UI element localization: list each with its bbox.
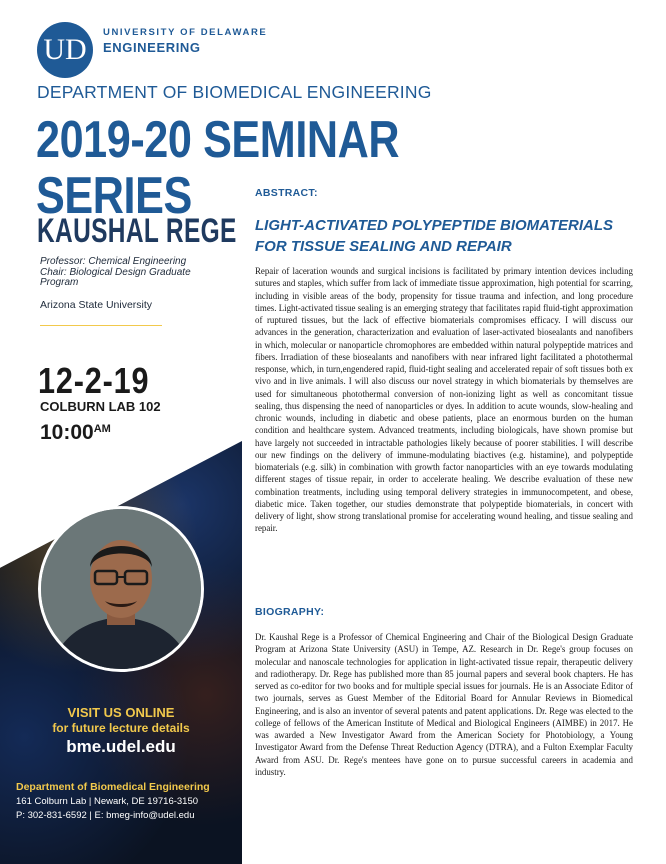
department-title: DEPARTMENT OF BIOMEDICAL ENGINEERING: [37, 82, 432, 102]
speaker-portrait-image: [41, 509, 201, 669]
abstract-label: ABSTRACT:: [255, 187, 318, 199]
biography-text: Dr. Kaushal Rege is a Professor of Chemical Engineering and Chair of the Biological Design Graduate Program at Arizona State University (ASU) in Tempe, AZ. Research in Dr. Rege's group focuses on molecular and nanoscale technologies for application in light-activated tissue repair, therapeutic delivery and radiotherapy. Dr. Rege has published more than 85 journal papers and several book chapters. He has served as co-editor for two books and for multiple special issues for journals. He is an Associate Editor of two journals, serves as Guest Member of the Editorial Board for Annular Reviews in Biomedical Engineering, and is also an inventor of several patents and patent applications. Dr. Rege was elected to the college of fellows of the American Institute of Medical and Biological Engineers (AIMBE) in 2017. He was awarded a New Investigator Award from the American Society for Photobiology, a Young Investigator Award from the Defense Threat Reduction Agency (DTRA), and a Fulton Exemplar Faculty Award from ASU. Dr. Rege's mentees have gone on to pursue successful careers in academia and industry.: [255, 632, 633, 777]
contact-department: Department of Biomedical Engineering: [16, 781, 210, 793]
visit-online-subtext: for future lecture details: [52, 721, 190, 735]
event-time: [40, 421, 111, 445]
event-time-ampm: AM: [93, 423, 111, 435]
university-logo: UD: [37, 22, 93, 78]
speaker-affiliation: Arizona State University: [40, 299, 153, 311]
divider: [40, 325, 162, 326]
abstract-title: LIGHT-ACTIVATED POLYPEPTIDE BIOMATERIALS FOR TISSUE SEALING AND REPAIR: [255, 217, 614, 255]
visit-online-heading: VISIT US ONLINE: [67, 705, 175, 720]
event-time-value: 10:00: [40, 421, 94, 444]
abstract-text: Repair of laceration wounds and surgical incisions is facilitated by primary intention devices including sutures and staples, which suffer from lack of immediate tissue approximation, high potential for scarring, including in visible areas of the body, propensity for tissue trauma and infection, and long procedure times. Light-activated tissue sealing is an emerging strategy that facilitates rapid fluid-tight approximation of ruptured tissues, but the lack of effective biomaterials compromises efficacy. I will discuss our advances in the generation, characterization and evaluation of laser-activated biosealants and nanofibers in which, molecular or nanoparticle chromophores are embedded within natural polypeptide matrices and fibers. Irradiation of these biosealants and nanofibers with near infrared light facilitated a photothermal response, which, in turn,engendered rapid, fluid-tight sealing and accelerated repair of soft tissues both ex vivo and in live animals. I will also discuss our novel strategy in which biomaterials by themselves are used for simultaneous photothermal conversion of non-ionizing light as well as concomitant tissue sealing, thus dispensing the need of nanoparticles or dyes. In addition to acute wounds, slow-healing and chronic wounds, including in diabetic and obese patients, place an enormous burden on the human condition and healthcare system. Advanced treatments, including biologicals, have shown promise but have largely not succeeded in intractable pathologies likely because of poorer stabilities. I will describe our new findings on the delivery of immune-modulating biactives (e.g. histamine), and polypeptide biomaterials (e.g. silk) in combination with growth factor nanoparticles with an eye towards modulating different stages of tissue repair, in order to accelerate healing. We describe evaluation of these new combination treatments, including using temporal delivery strategies in immunocompetent, and obese, diabetic mice. Taken together, our studies demonstrate that polypeptide biomaterials, in concert with delivery of light, show strong translational promise for accelerating wound healing, and tissue sealing and repair.: [255, 266, 633, 534]
university-name: UNIVERSITY OF DELAWARE: [103, 27, 268, 38]
event-location: COLBURN LAB 102: [40, 399, 161, 414]
biography-label: BIOGRAPHY:: [255, 606, 325, 618]
college-name: ENGINEERING: [103, 40, 201, 55]
speaker-role: Professor: Chemical Engineering Chair: Biological Design Graduate Program: [40, 256, 191, 288]
website-link[interactable]: bme.udel.edu: [66, 737, 176, 756]
contact-phone-email: P: 302-831-6592 | E: bmeg-info@udel.edu: [16, 810, 195, 821]
event-date: 12-2-19: [38, 360, 150, 401]
speaker-photo: [38, 506, 204, 672]
contact-address: 161 Colburn Lab | Newark, DE 19716-3150: [16, 796, 199, 807]
series-title: 2019-20 SEMINAR SERIES: [36, 111, 400, 225]
speaker-name: KAUSHAL REGE: [37, 212, 237, 250]
